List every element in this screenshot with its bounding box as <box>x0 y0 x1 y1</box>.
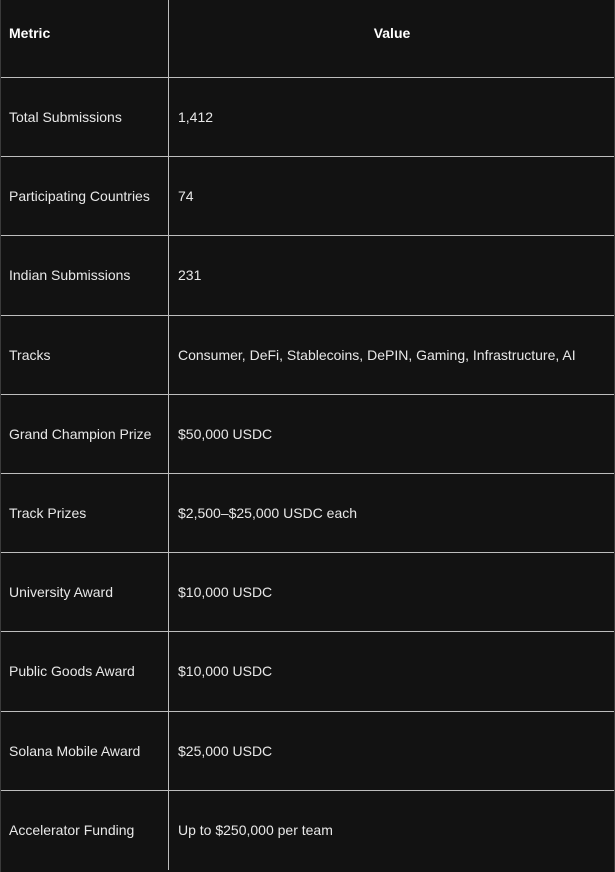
value-cell: 74 <box>178 188 194 205</box>
header-value: Value <box>373 25 411 41</box>
header-metric: Metric <box>0 0 169 77</box>
table-row <box>0 791 615 870</box>
table-left-border <box>0 0 1 872</box>
table-row <box>0 157 615 236</box>
table-row <box>0 712 615 791</box>
table-row <box>0 632 615 711</box>
value-cell: $2,500–$25,000 USDC each <box>178 505 358 522</box>
table-row <box>0 236 615 315</box>
metric-cell: Indian Submissions <box>0 236 169 314</box>
metric-cell: Public Goods Award <box>0 632 169 710</box>
metric-cell: Tracks <box>0 316 169 394</box>
metric-cell: Track Prizes <box>0 474 169 552</box>
table-row <box>0 395 615 474</box>
table-header-row <box>0 0 615 78</box>
table-row <box>0 474 615 553</box>
metric-cell: University Award <box>0 553 169 631</box>
value-cell: $10,000 USDC <box>178 584 273 601</box>
table-row <box>0 316 615 395</box>
table-row <box>0 78 615 157</box>
value-cell: Up to $250,000 per team <box>178 822 333 839</box>
table-row <box>0 553 615 632</box>
metric-cell: Solana Mobile Award <box>0 712 169 790</box>
metric-cell: Participating Countries <box>0 157 169 235</box>
value-cell: 231 <box>178 267 202 284</box>
value-cell: 1,412 <box>178 109 214 126</box>
value-cell: $50,000 USDC <box>178 425 273 442</box>
metric-cell: Total Submissions <box>0 78 169 156</box>
metric-cell: Grand Champion Prize <box>0 395 169 473</box>
value-cell: Consumer, DeFi, Stablecoins, DePIN, Gaming, Infrastructure, AI <box>178 346 576 363</box>
value-cell: $10,000 USDC <box>178 663 273 680</box>
metric-cell: Accelerator Funding <box>0 791 169 870</box>
value-cell: $25,000 USDC <box>178 742 273 759</box>
